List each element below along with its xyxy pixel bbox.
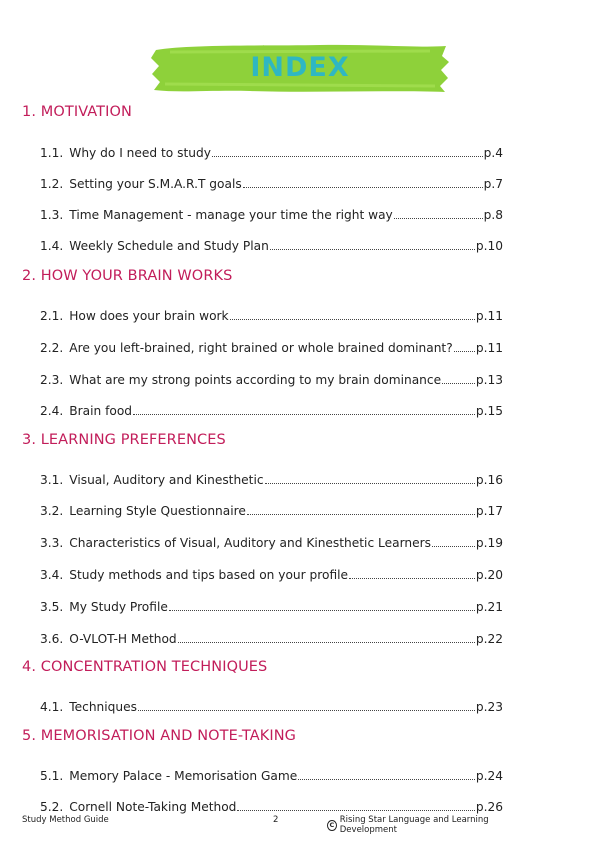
toc-entry[interactable] xyxy=(40,763,503,783)
toc-entry[interactable] xyxy=(40,233,503,253)
entry-number: 3.6. xyxy=(40,632,64,646)
toc-entry[interactable] xyxy=(40,562,503,582)
toc-entry[interactable] xyxy=(40,367,503,387)
dot-leader xyxy=(138,709,475,711)
entry-title: Learning Style Questionnaire xyxy=(69,504,246,518)
dot-leader xyxy=(270,248,475,250)
footer-guide-title: Study Method Guide xyxy=(22,815,109,825)
entry-title: What are my strong points according to my brain dominance xyxy=(69,373,442,387)
entry-number: 1.3. xyxy=(40,208,64,222)
entry-title: Time Management - manage your time the right way xyxy=(69,208,393,222)
entry-title: Why do I need to study xyxy=(69,146,211,160)
section-heading-learning: 3. LEARNING PREFERENCES xyxy=(22,432,226,448)
toc-entry[interactable] xyxy=(40,498,503,518)
dot-leader xyxy=(212,155,483,157)
page-title: INDEX xyxy=(250,52,350,83)
entry-page: p.22 xyxy=(475,632,503,646)
entry-title: Cornell Note-Taking Method xyxy=(69,800,237,814)
entry-number: 2.2. xyxy=(40,341,64,355)
dot-leader xyxy=(298,778,475,780)
toc-entry[interactable] xyxy=(40,140,503,160)
toc-entry[interactable] xyxy=(40,594,503,614)
section-heading-memorisation: 5. MEMORISATION AND NOTE-TAKING xyxy=(22,728,296,744)
entry-page: p.23 xyxy=(475,700,503,714)
footer-copyright xyxy=(327,815,520,835)
toc-entry[interactable] xyxy=(40,335,503,355)
entry-page: p.19 xyxy=(475,536,503,550)
entry-title: O-VLOT-H Method xyxy=(69,632,177,646)
section-heading-motivation: 1. MOTIVATION xyxy=(22,104,132,120)
entry-title: Are you left-brained, right brained or whole brained dominant? xyxy=(69,341,453,355)
dot-leader xyxy=(454,350,475,352)
section-heading-concentration: 4. CONCENTRATION TECHNIQUES xyxy=(22,659,268,675)
entry-page: p.11 xyxy=(475,341,503,355)
entry-number: 5.2. xyxy=(40,800,64,814)
entry-page: p.7 xyxy=(483,177,503,191)
entry-page: p.16 xyxy=(475,473,503,487)
entry-title: My Study Profile xyxy=(69,600,168,614)
toc-entry[interactable] xyxy=(40,467,503,487)
entry-title: Weekly Schedule and Study Plan xyxy=(69,239,269,253)
entry-page: p.15 xyxy=(475,404,503,418)
entry-number: 3.2. xyxy=(40,504,64,518)
copyright-icon: C xyxy=(327,820,337,831)
entry-page: p.11 xyxy=(475,309,503,323)
dot-leader xyxy=(394,217,483,219)
entry-number: 1.2. xyxy=(40,177,64,191)
entry-number: 1.1. xyxy=(40,146,64,160)
dot-leader xyxy=(442,382,475,384)
dot-leader xyxy=(230,318,475,320)
dot-leader xyxy=(237,809,474,811)
entry-number: 1.4. xyxy=(40,239,64,253)
entry-page: p.10 xyxy=(475,239,503,253)
dot-leader xyxy=(349,577,475,579)
toc-entry[interactable] xyxy=(40,202,503,222)
entry-number: 2.3. xyxy=(40,373,64,387)
entry-number: 3.1. xyxy=(40,473,64,487)
entry-title: Characteristics of Visual, Auditory and Kinesthetic Learners xyxy=(69,536,431,550)
entry-page: p.17 xyxy=(475,504,503,518)
entry-page: p.4 xyxy=(483,146,503,160)
toc-entry[interactable] xyxy=(40,303,503,323)
entry-number: 3.5. xyxy=(40,600,64,614)
toc-entry[interactable] xyxy=(40,626,503,646)
entry-page: p.26 xyxy=(475,800,503,814)
entry-number: 5.1. xyxy=(40,769,64,783)
entry-title: Setting your S.M.A.R.T goals xyxy=(69,177,242,191)
toc-entry[interactable] xyxy=(40,171,503,191)
dot-leader xyxy=(169,609,475,611)
footer-organization: Rising Star Language and Learning Development xyxy=(339,815,489,835)
dot-leader xyxy=(432,545,475,547)
entry-title: Visual, Auditory and Kinesthetic xyxy=(69,473,264,487)
entry-page: p.24 xyxy=(475,769,503,783)
entry-title: Brain food xyxy=(69,404,133,418)
entry-page: p.20 xyxy=(475,568,503,582)
entry-title: Study methods and tips based on your profile xyxy=(69,568,349,582)
entry-number: 2.1. xyxy=(40,309,64,323)
toc-entry[interactable] xyxy=(40,530,503,550)
toc-entry[interactable] xyxy=(40,694,503,714)
entry-title: Techniques xyxy=(69,700,137,714)
entry-number: 4.1. xyxy=(40,700,64,714)
entry-title: How does your brain work xyxy=(69,309,229,323)
entry-title: Memory Palace - Memorisation Game xyxy=(69,769,298,783)
dot-leader xyxy=(133,413,475,415)
entry-number: 3.3. xyxy=(40,536,64,550)
dot-leader xyxy=(247,513,475,515)
dot-leader xyxy=(178,641,475,643)
entry-number: 2.4. xyxy=(40,404,64,418)
title-banner xyxy=(150,40,450,96)
entry-page: p.13 xyxy=(475,373,503,387)
toc-entry[interactable] xyxy=(40,794,503,814)
dot-leader xyxy=(265,482,475,484)
section-heading-brain: 2. HOW YOUR BRAIN WORKS xyxy=(22,268,233,284)
toc-entry[interactable] xyxy=(40,398,503,418)
entry-page: p.21 xyxy=(475,600,503,614)
dot-leader xyxy=(243,186,483,188)
entry-page: p.8 xyxy=(483,208,503,222)
entry-number: 3.4. xyxy=(40,568,64,582)
page-footer xyxy=(22,815,520,835)
footer-page-number: 2 xyxy=(273,815,279,825)
